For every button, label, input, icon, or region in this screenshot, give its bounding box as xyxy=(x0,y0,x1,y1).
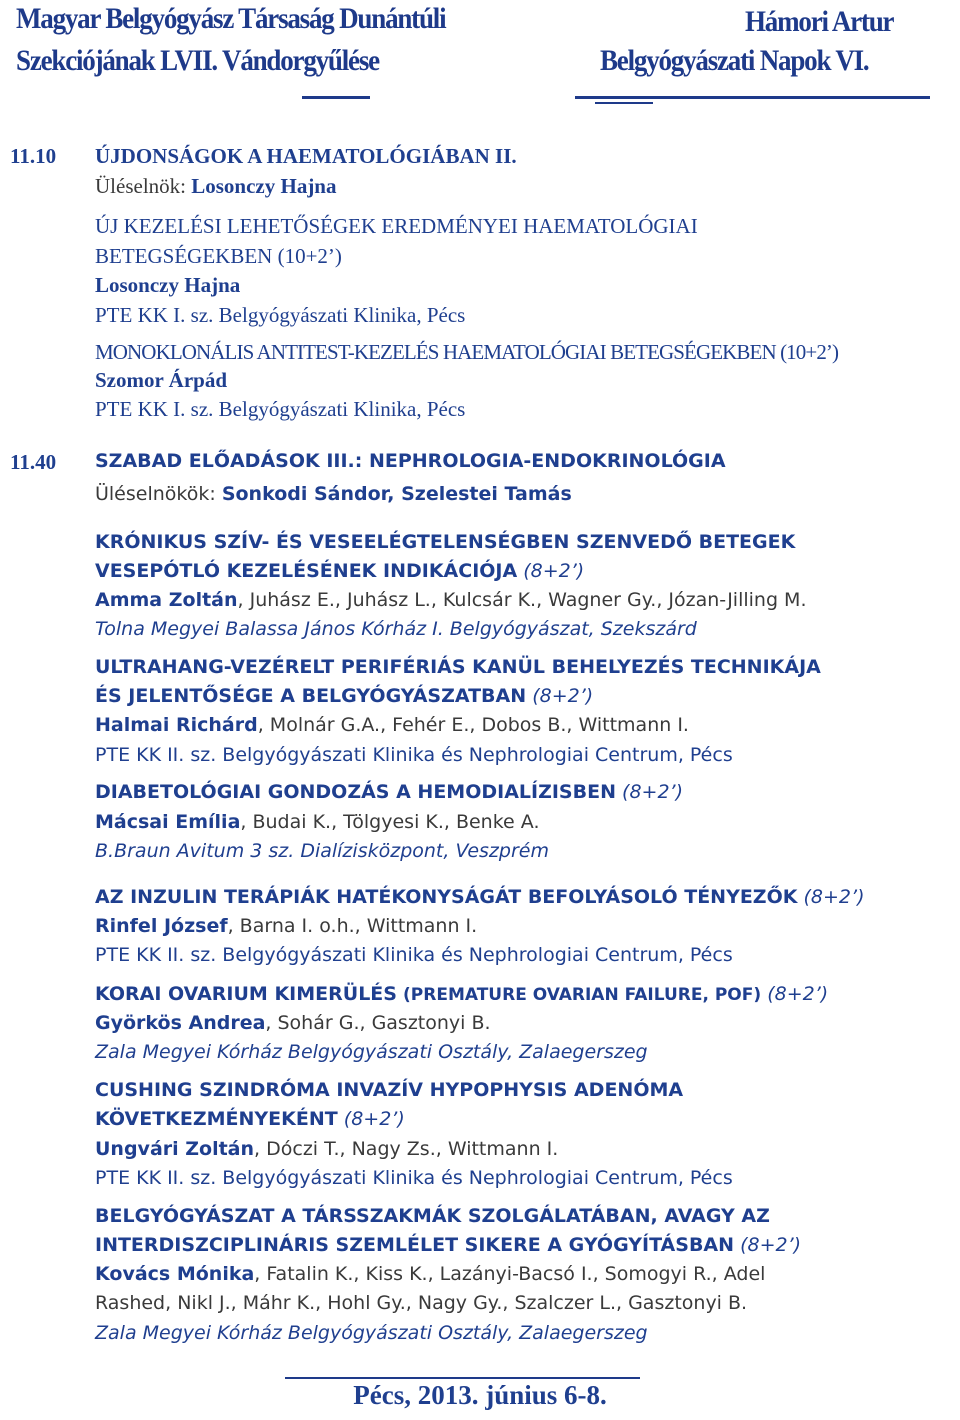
talk-title-paren: (PREMATURE OVARIAN FAILURE, POF) xyxy=(403,985,762,1005)
talk-duration: (8+2’) xyxy=(532,685,594,707)
header-right-line2: Belgyógyászati Napok VI. xyxy=(600,44,869,77)
talk-duration: (10+2’) xyxy=(780,340,839,364)
talk-authors: Mácsai Emília, Budai K., Tölgyesi K., Benke A. xyxy=(95,811,540,833)
session-1-chair xyxy=(95,174,337,199)
talk-institution: PTE KK II. sz. Belgyógyászati Klinika és Nephrologiai Centrum, Pécs xyxy=(95,744,733,766)
talk-duration: (10+2’) xyxy=(277,244,342,268)
session-1-time: 11.10 xyxy=(10,144,57,168)
talk-authors: Kovács Mónika, Fatalin K., Kiss K., Lazányi-Bacsó I., Somogyi R., Adel xyxy=(95,1263,766,1285)
talk-duration: (8+2’) xyxy=(343,1108,405,1130)
talk-title-line1: DIABETOLÓGIAI GONDOZÁS A HEMODIALÍZISBEN (8+2’) xyxy=(95,781,683,803)
header-right-line1: Hámori Artur xyxy=(745,5,894,38)
footer-rule xyxy=(285,1377,640,1379)
talk-duration: (8+2’) xyxy=(803,886,865,908)
session-2-title: SZABAD ELŐADÁSOK III.: NEPHROLOGIA-ENDOKRINOLÓGIA xyxy=(95,450,726,472)
talk-title-line1: ULTRAHANG-VEZÉRELT PERIFÉRIÁS KANÜL BEHELYEZÉS TECHNIKÁJA xyxy=(95,656,821,678)
chair-name: Losonczy Hajna xyxy=(191,174,337,198)
chair-label: Üléselnökök: xyxy=(95,483,222,505)
talk-title-line1: MONOKLONÁLIS ANTITEST-KEZELÉS HAEMATOLÓGIAI BETEGSÉGEKBEN (10+2’) xyxy=(95,340,839,364)
talk-author: Szomor Árpád xyxy=(95,368,228,392)
header-left-line2: Szekciójának LVII. Vándorgyűlése xyxy=(16,44,379,77)
session-1-title: ÚJDONSÁGOK A HAEMATOLÓGIÁBAN II. xyxy=(95,144,517,168)
talk-authors: Halmai Richárd, Molnár G.A., Fehér E., Dobos B., Wittmann I. xyxy=(95,714,689,736)
talk-title-line2: KÖVETKEZMÉNYEKÉNT (8+2’) xyxy=(95,1108,405,1130)
header-rule-right xyxy=(575,96,930,99)
talk-title-line1: BELGYÓGYÁSZAT A TÁRSSZAKMÁK SZOLGÁLATÁBAN, AVAGY AZ xyxy=(95,1205,770,1227)
talk-title-line2: BETEGSÉGEKBEN (10+2’) xyxy=(95,244,342,268)
talk-duration: (8+2’) xyxy=(767,983,829,1005)
talk-title-line2: INTERDISZCIPLINÁRIS SZEMLÉLET SIKERE A GYÓGYÍTÁSBAN (8+2’) xyxy=(95,1234,802,1256)
header-left-line1: Magyar Belgyógyász Társaság Dunántúli xyxy=(16,2,446,35)
session-2-time: 11.40 xyxy=(10,450,57,474)
talk-institution: Zala Megyei Kórház Belgyógyászati Osztály, Zalaegerszeg xyxy=(95,1322,648,1344)
talk-institution: PTE KK II. sz. Belgyógyászati Klinika és Nephrologiai Centrum, Pécs xyxy=(95,944,733,966)
talk-duration: (8+2’) xyxy=(523,560,585,582)
talk-duration: (8+2’) xyxy=(740,1234,802,1256)
talk-authors: Rinfel József, Barna I. o.h., Wittmann I. xyxy=(95,915,478,937)
talk-title-line1: KRÓNIKUS SZÍV- ÉS VESEELÉGTELENSÉGBEN SZENVEDŐ BETEGEK xyxy=(95,531,796,553)
talk-title-line1: KORAI OVARIUM KIMERÜLÉS (PREMATURE OVARIAN FAILURE, POF) (8+2’) xyxy=(95,983,829,1005)
header-rule-right-short xyxy=(595,102,653,104)
talk-duration: (8+2’) xyxy=(622,781,683,803)
talk-authors: Ungvári Zoltán, Dóczi T., Nagy Zs., Wittmann I. xyxy=(95,1138,559,1160)
session-2-chair xyxy=(95,483,572,505)
talk-title-line2: ÉS JELENTŐSÉGE A BELGYÓGYÁSZATBAN (8+2’) xyxy=(95,685,594,707)
talk-title-line2: VESEPÓTLÓ KEZELÉSÉNEK INDIKÁCIÓJA (8+2’) xyxy=(95,560,585,582)
talk-authors: Györkös Andrea, Sohár G., Gasztonyi B. xyxy=(95,1012,491,1034)
talk-title-line1: AZ INZULIN TERÁPIÁK HATÉKONYSÁGÁT BEFOLYÁSOLÓ TÉNYEZŐK (8+2’) xyxy=(95,886,865,908)
talk-institution: B.Braun Avitum 3 sz. Dialízisközpont, Veszprém xyxy=(95,840,549,862)
talk-authors: Amma Zoltán, Juhász E., Juhász L., Kulcsár K., Wagner Gy., Józan-Jilling M. xyxy=(95,589,807,611)
chair-label: Üléselnök: xyxy=(95,174,192,198)
talk-authors-line2: Rashed, Nikl J., Máhr K., Hohl Gy., Nagy Gy., Szalczer L., Gasztonyi B. xyxy=(95,1292,748,1314)
talk-institution: PTE KK I. sz. Belgyógyászati Klinika, Pécs xyxy=(95,303,466,327)
talk-institution: Zala Megyei Kórház Belgyógyászati Osztály, Zalaegerszeg xyxy=(95,1041,648,1063)
chair-names: Sonkodi Sándor, Szelestei Tamás xyxy=(221,483,572,505)
talk-institution: Tolna Megyei Balassa János Kórház I. Belgyógyászat, Szekszárd xyxy=(95,618,697,640)
talk-title-line1: ÚJ KEZELÉSI LEHETŐSÉGEK EREDMÉNYEI HAEMATOLÓGIAI xyxy=(95,214,698,238)
talk-author: Losonczy Hajna xyxy=(95,273,241,297)
header-rule-left xyxy=(302,96,370,99)
talk-institution: PTE KK II. sz. Belgyógyászati Klinika és Nephrologiai Centrum, Pécs xyxy=(95,1167,733,1189)
footer-text: Pécs, 2013. június 6-8. xyxy=(353,1380,607,1410)
talk-title-line1: CUSHING SZINDRÓMA INVAZÍV HYPOPHYSIS ADENÓMA xyxy=(95,1079,684,1101)
talk-institution: PTE KK I. sz. Belgyógyászati Klinika, Pécs xyxy=(95,397,466,421)
